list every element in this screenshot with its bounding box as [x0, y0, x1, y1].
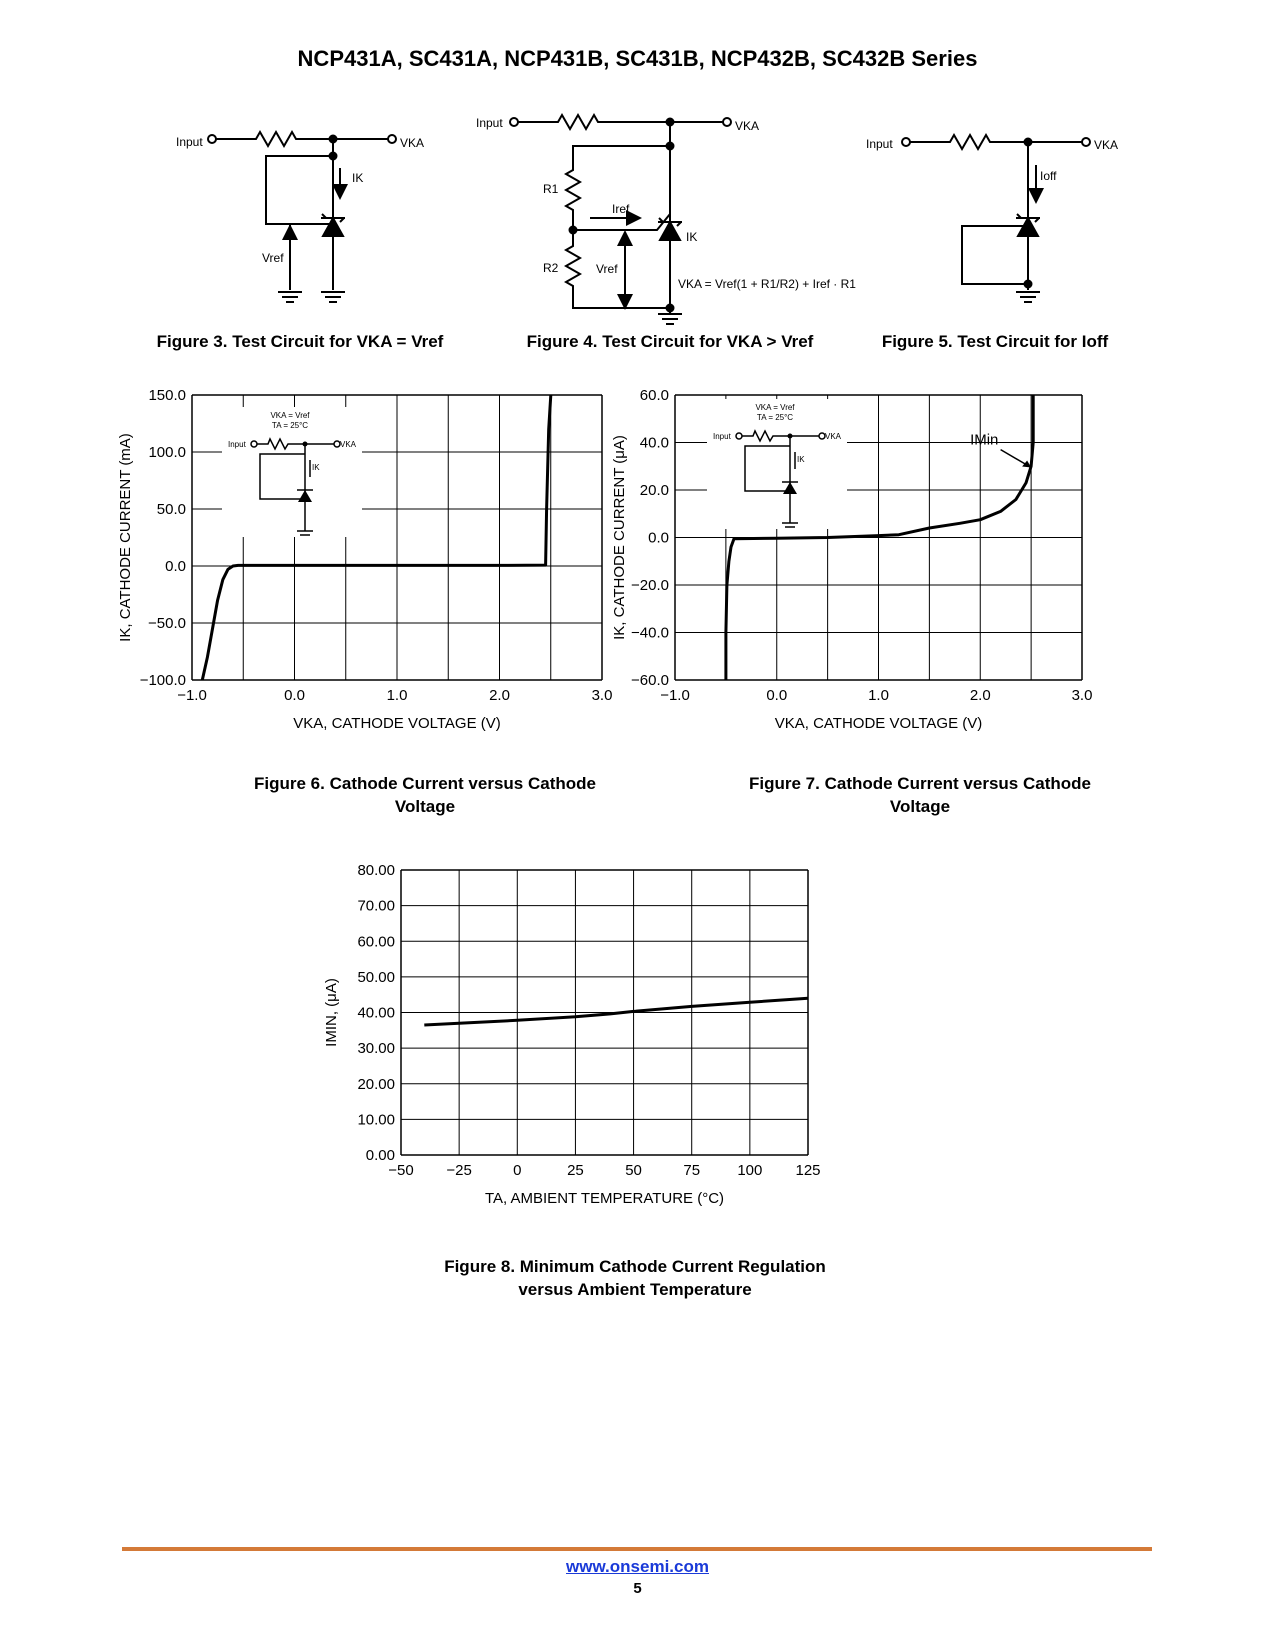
- inset-node: [303, 442, 308, 447]
- fig7-y-tick-label: −20.0: [631, 577, 669, 594]
- fig6-y-tick-label: 150.0: [148, 387, 186, 404]
- fig8-caption: [400, 1255, 870, 1301]
- fig7-x-tick-label: −1.0: [660, 687, 690, 704]
- fig3-input-label: Input: [176, 135, 203, 149]
- fig6-x-tick-label: −1.0: [177, 687, 207, 704]
- fig7-x-axis-label: VKA, CATHODE VOLTAGE (V): [774, 715, 983, 732]
- fig6-y-tick-label: 50.0: [156, 501, 186, 518]
- fig3-circuit: [208, 132, 396, 302]
- fig6-x-tick-label: 0.0: [284, 687, 305, 704]
- fig6-caption-line2: Voltage: [394, 797, 456, 816]
- fig4-input-label: Input: [476, 116, 503, 130]
- fig4-iref-label: Iref: [612, 202, 630, 216]
- fig8-y-tick-label: 70.00: [357, 897, 395, 915]
- fig8-x-tick-label: −25: [446, 1162, 472, 1179]
- fig8-y-tick-label: 40.00: [357, 1004, 395, 1022]
- fig7-y-axis-label: IK, CATHODE CURRENT (μA): [611, 435, 628, 640]
- inset-input-label: Input: [228, 440, 246, 449]
- fig8-y-tick-label: 10.00: [357, 1111, 395, 1129]
- inset-condition-1: VKA = Vref: [270, 411, 310, 420]
- fig5-ioff-label: Ioff: [1040, 169, 1057, 183]
- fig7-imin-annotation: IMin: [970, 431, 999, 449]
- fig6-y-tick-label: −50.0: [148, 615, 186, 632]
- fig4-formula: VKA = Vref(1 + R1/R2) + Iref · R1: [678, 277, 856, 291]
- fig8-series-line-0: [424, 998, 808, 1025]
- inset-vka-label: VKA: [825, 432, 842, 441]
- fig6-x-tick-label: 3.0: [591, 687, 613, 704]
- fig7-x-tick-label: 0.0: [766, 687, 788, 704]
- inset-condition-2: TA = 25°C: [756, 413, 794, 422]
- fig6-y-axis-label: IK, CATHODE CURRENT (mA): [117, 433, 134, 642]
- fig3-vka-label: VKA: [400, 136, 425, 150]
- fig3-vref-label: Vref: [262, 251, 284, 265]
- fig7-y-tick-label: 40.0: [639, 434, 669, 452]
- fig7-imin-arrowhead: [1022, 460, 1031, 467]
- fig8-caption-line2: versus Ambient Temperature: [518, 1280, 752, 1299]
- inset-output-terminal: [334, 441, 340, 447]
- inset-vka-label: VKA: [340, 440, 357, 449]
- fig4-ik-label: IK: [686, 230, 698, 244]
- fig7-x-tick-label: 2.0: [969, 687, 991, 704]
- fig7-y-tick-label: 20.0: [639, 482, 669, 499]
- fig7-y-tick-label: −60.0: [631, 672, 669, 689]
- footer-link[interactable]: www.onsemi.com: [566, 1557, 709, 1576]
- fig8-x-tick-label: 75: [683, 1162, 701, 1179]
- fig5-input-label: Input: [866, 137, 893, 151]
- fig4-vka-label: VKA: [735, 119, 760, 133]
- fig3-caption: Figure 3. Test Circuit for VKA = Vref: [156, 332, 444, 351]
- fig6-y-tick-label: 0.0: [165, 558, 186, 575]
- fig6-y-tick-label: −100.0: [139, 672, 186, 689]
- fig8-x-tick-label: 50: [625, 1162, 642, 1179]
- inset-node: [788, 434, 793, 439]
- fig8-x-tick-label: 25: [567, 1162, 584, 1179]
- fig7-caption-line2: Voltage: [889, 797, 951, 816]
- fig8-y-tick-label: 50.00: [357, 968, 395, 986]
- fig5-circuit: [902, 135, 1090, 302]
- inset-circuit: [707, 399, 847, 529]
- fig8-y-tick-label: 0.00: [365, 1147, 395, 1164]
- fig3-ik-label: IK: [352, 171, 364, 185]
- fig7-x-tick-label: 3.0: [1071, 687, 1093, 704]
- fig7-y-tick-label: 60.0: [639, 387, 669, 404]
- fig4-r2-label: R2: [543, 261, 559, 275]
- fig8-x-tick-label: 125: [795, 1162, 821, 1179]
- fig4-caption: Figure 4. Test Circuit for VKA > Vref: [526, 332, 814, 351]
- inset-input-terminal: [736, 433, 742, 439]
- fig8-x-tick-label: 100: [737, 1162, 763, 1179]
- fig6-x-axis-label: VKA, CATHODE VOLTAGE (V): [293, 715, 501, 732]
- fig7-y-tick-label: −40.0: [631, 624, 669, 642]
- fig8-x-tick-label: 0: [513, 1162, 522, 1179]
- fig8-y-tick-label: 60.00: [357, 933, 395, 951]
- fig6-x-tick-label: 1.0: [386, 687, 408, 704]
- inset-output-terminal: [819, 433, 825, 439]
- fig5-vka-label: VKA: [1094, 138, 1119, 152]
- fig6-chart: [110, 387, 640, 760]
- fig8-chart: [323, 862, 890, 1245]
- fig7-caption-line1: Figure 7. Cathode Current versus Cathode: [749, 774, 1091, 793]
- fig8-y-tick-label: 20.00: [357, 1075, 395, 1093]
- fig7-x-tick-label: 1.0: [868, 687, 889, 704]
- fig7-y-tick-label: 0.0: [648, 529, 669, 547]
- inset-ik-label: IK: [797, 455, 805, 464]
- fig8-x-tick-label: −50: [388, 1162, 414, 1179]
- fig8-x-axis-label: TA, AMBIENT TEMPERATURE (°C): [484, 1190, 725, 1207]
- fig6-caption: [225, 772, 625, 818]
- inset-ik-label: IK: [312, 463, 320, 472]
- fig8-y-axis-label: IMIN, (μA): [323, 978, 340, 1047]
- fig7-chart: [611, 387, 1150, 760]
- fig6-y-tick-label: 100.0: [148, 444, 186, 461]
- inset-condition-1: VKA = Vref: [755, 403, 795, 412]
- page-title: NCP431A, SC431A, NCP431B, SC431B, NCP432B, SC432B Series: [297, 46, 978, 71]
- page-number: 5: [633, 1580, 642, 1597]
- inset-input-terminal: [251, 441, 257, 447]
- fig4-r1-label: R1: [543, 182, 559, 196]
- inset-circuit: [222, 407, 362, 537]
- fig7-caption: [720, 772, 1120, 818]
- fig6-caption-line1: Figure 6. Cathode Current versus Cathode: [254, 774, 596, 793]
- fig8-y-tick-label: 30.00: [357, 1040, 395, 1058]
- fig8-y-tick-label: 80.00: [357, 862, 395, 879]
- fig5-caption: Figure 5. Test Circuit for Ioff: [881, 332, 1109, 351]
- fig8-caption-line1: Figure 8. Minimum Cathode Current Regulation: [444, 1257, 826, 1276]
- fig6-x-tick-label: 2.0: [489, 687, 510, 704]
- inset-condition-2: TA = 25°C: [271, 421, 309, 430]
- inset-input-label: Input: [713, 432, 731, 441]
- fig4-circuit: [510, 115, 731, 324]
- fig4-vref-label: Vref: [596, 262, 618, 276]
- footer-rule: [122, 1547, 1152, 1551]
